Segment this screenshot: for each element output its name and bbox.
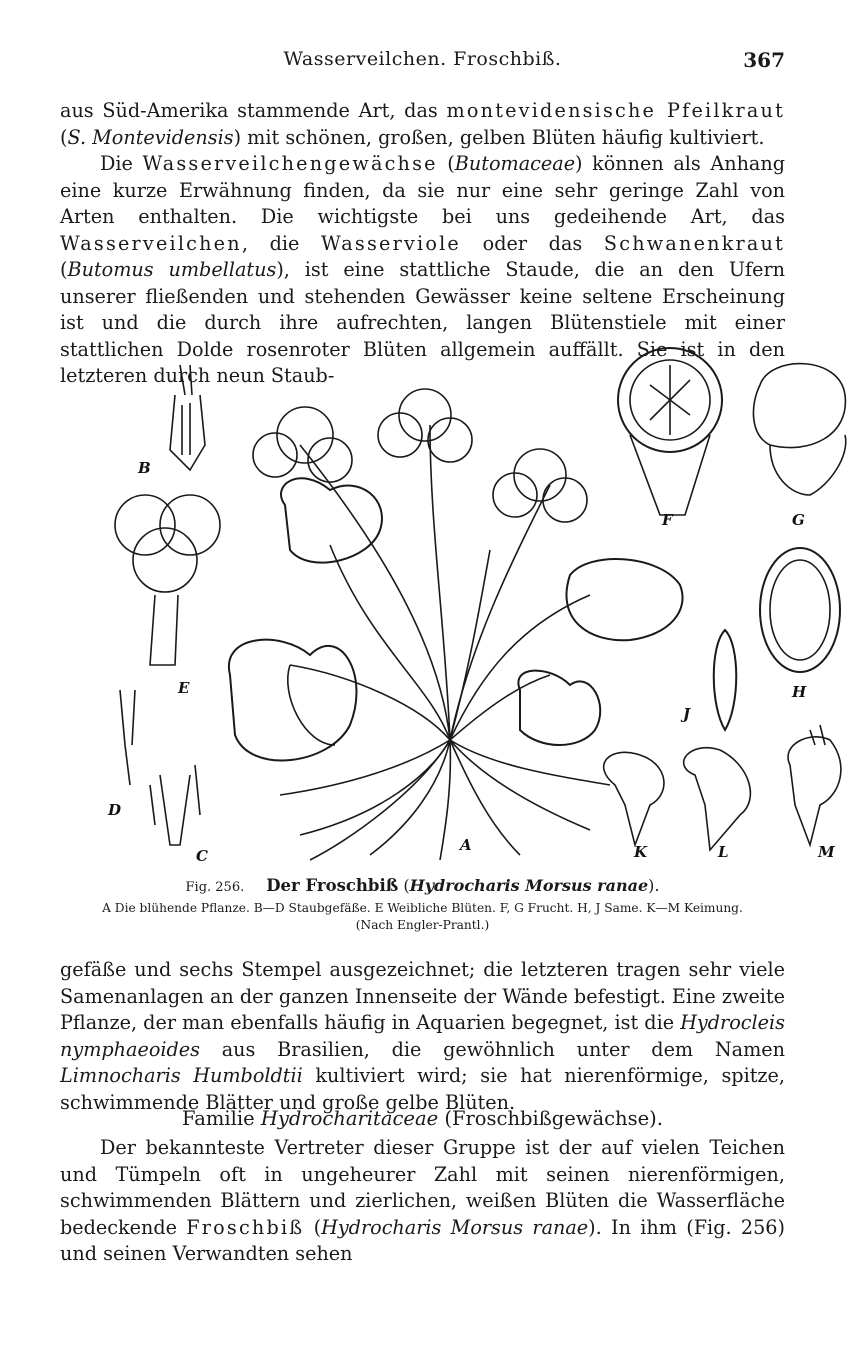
spaced-term: montevidensische Pfeilkraut xyxy=(446,99,785,122)
text-run: ) mit schönen, großen, gelben Blüten häufig kultiviert. xyxy=(233,125,765,149)
figure-label-b: B xyxy=(138,459,151,477)
detail-h-seed xyxy=(760,548,840,672)
figure-caption-details: A Die blühende Pflanze. B—D Staubgefäße. E Weibliche Blüten. F, G Frucht. H, J Same. K—M Keimung. xyxy=(102,901,743,915)
text-run: gefäße und sechs Stempel ausgezeichnet; die letzteren tragen sehr viele Samenanlagen an der ganzen Innenseite der Wände befestigt. Eine zweite Pflanze, der man ebenfalls häufig in Aquarien begegnet, ist die xyxy=(60,958,785,1034)
figure-label-c: C xyxy=(196,847,208,865)
figure-label-j: J xyxy=(683,705,691,723)
plant-stems xyxy=(290,425,590,740)
figure-latin-name: Hydrocharis Morsus ranae xyxy=(409,876,649,895)
book-page xyxy=(60,0,835,1364)
paragraph-4 xyxy=(60,1135,785,1268)
figure-illustration xyxy=(50,345,835,875)
latin-name: Butomus umbellatus xyxy=(67,258,277,281)
text-run: ). In ihm (Fig. 256) und seinen Verwandten sehen xyxy=(60,1215,785,1265)
detail-klm-germination xyxy=(604,725,841,850)
spaced-term: Wasserviole xyxy=(321,231,461,255)
detail-f-fruit xyxy=(618,348,722,515)
detail-j-seed xyxy=(714,630,737,730)
text-run: kultiviert wird; sie hat nierenförmige, spitze, schwimmende Blätter und große gelbe Blüten. xyxy=(60,1064,785,1114)
latin-name: S. Montevidensis xyxy=(67,125,234,149)
text-run: ), ist eine stattliche Staude, die an den Ufern unserer fließenden und stehenden Gewässer keine seltene Erscheinung ist und die durch ihre aufrechten, langen Blütenstiele mit einer stattlichen Dolde rosenroter Blüten allgemein auffällt. Sie ist in den letzteren durch neun Staub- xyxy=(60,258,785,387)
figure-caption-title xyxy=(60,876,785,895)
spaced-term: Wasserveilchen xyxy=(60,231,242,255)
figure-title: Der Froschbiß xyxy=(266,876,399,895)
detail-cd-stamens xyxy=(120,690,200,845)
text-run: (Froschbißgewächse). xyxy=(438,1107,663,1130)
latin-name: Limnocharis Humboldtii xyxy=(60,1064,303,1087)
paragraph-3 xyxy=(60,957,785,1116)
text-run: ) können als Anhang eine kurze Erwähnung finden, da sie nur eine sehr geringe Zahl von Arten enthalten. Die wichtigste bei uns gedeihende Art, das xyxy=(60,152,786,228)
figure-label-m: M xyxy=(818,843,835,861)
text-run: ( xyxy=(60,258,68,281)
text-run: oder das xyxy=(460,231,604,255)
figure-label-h: H xyxy=(792,683,807,701)
text-run: aus Brasilien, die gewöhnlich unter dem Namen xyxy=(200,1037,785,1061)
spaced-term: Schwanenkraut xyxy=(603,231,785,255)
text-run: , die xyxy=(241,231,322,255)
plant-roots xyxy=(280,740,610,860)
detail-e-flower xyxy=(115,495,220,665)
detail-g-fruit xyxy=(753,364,845,495)
figure-label-g: G xyxy=(792,511,805,529)
running-head xyxy=(60,48,785,74)
flowers xyxy=(253,389,587,522)
text-run: ( xyxy=(304,1215,322,1239)
family-heading xyxy=(60,1107,785,1130)
spaced-term: Froschbiß xyxy=(186,1215,305,1239)
text-run: Der bekannteste Vertreter dieser Gruppe ist der auf vielen Teichen und Tümpeln oft in ungeheurer Zahl mit seinen nierenförmigen, schwimmenden Blättern und zierlichen, weißen Blüten die Wasserfläche bedeckende xyxy=(60,1136,785,1239)
text-run: ). xyxy=(648,876,660,895)
text-run: Familie xyxy=(182,1107,261,1130)
figure-label-d: D xyxy=(108,801,122,819)
figure-label-a: A xyxy=(460,836,472,854)
latin-name: Hydrocharis Morsus ranae xyxy=(321,1215,589,1239)
running-title: Wasserveilchen. Froschbiß. xyxy=(283,48,562,70)
plant-illustration xyxy=(50,345,835,875)
figure-label-k: K xyxy=(634,843,648,861)
figure-number: Fig. 256. xyxy=(185,880,245,895)
figure-caption-source: (Nach Engler-Prantl.) xyxy=(355,918,490,932)
figure-label-l: L xyxy=(718,843,729,861)
latin-name: Hydrocharitaceae xyxy=(260,1107,439,1130)
latin-name: Hydrocleis nymphaeoides xyxy=(60,1011,785,1061)
text-run: Die xyxy=(100,152,143,175)
text-run: ( xyxy=(437,152,455,175)
spaced-term: Wasserveilchengewächse xyxy=(142,152,438,175)
latin-name: Butomaceae xyxy=(454,152,576,175)
paragraph-1 xyxy=(60,98,785,151)
figure-label-e: E xyxy=(178,679,190,697)
text-run: ( xyxy=(398,876,410,895)
detail-b-stamens xyxy=(170,365,205,470)
figure-label-f: F xyxy=(662,511,673,529)
page-number: 367 xyxy=(743,48,785,72)
text-run: ( xyxy=(60,125,68,149)
text-run: aus Süd-Amerika stammende Art, das xyxy=(60,99,447,122)
